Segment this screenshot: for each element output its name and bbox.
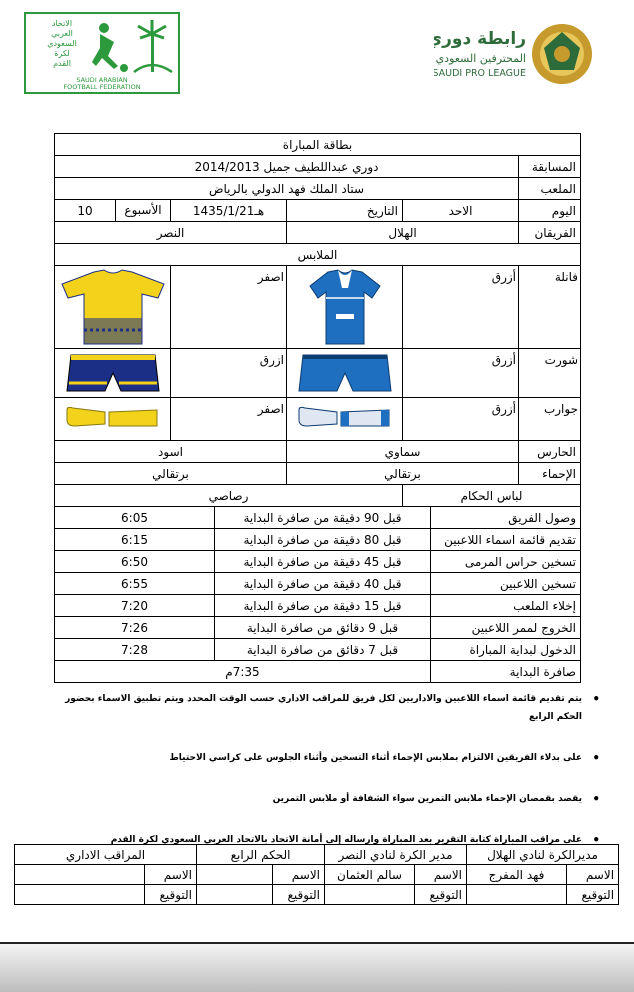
saff-logo (24, 12, 180, 94)
gk-away: اسود (55, 441, 287, 463)
nassr-shorts-image (55, 349, 171, 398)
signatures-table (14, 844, 619, 905)
saff-english-line-2: FOOTBALL FEDERATION (63, 83, 141, 91)
schedule-row (55, 551, 581, 573)
shirt-away-color: اصفر (171, 266, 287, 349)
schedule-row (55, 595, 581, 617)
card-title: بطاقة المباراة (55, 134, 581, 156)
date-label: التاريخ (287, 200, 403, 222)
kits-title: الملابس (55, 244, 581, 266)
referees-value: رصاصي (55, 485, 403, 507)
schedule-desc: قبل 7 دقائق من صافرة البداية (215, 639, 431, 661)
week-cell (55, 200, 171, 222)
hilal-shorts-icon (297, 353, 393, 393)
signatures-header-row (15, 845, 619, 865)
saff-arabic-line-5: القدم (53, 59, 71, 68)
socks-label: جوارب (519, 398, 581, 441)
name-label: الاسم (145, 865, 197, 885)
week-label: الأسبوع (115, 200, 170, 221)
kickoff-label: صافرة البداية (431, 661, 581, 683)
card-title-row (55, 134, 581, 156)
signature-field (325, 885, 415, 905)
nassr-socks-icon (65, 404, 161, 434)
hilal-shorts-image (287, 349, 403, 398)
signer-header: الحكم الرابع (197, 845, 325, 865)
signer-header: مديرالكرة لنادي الهلال (467, 845, 619, 865)
gk-label: الحارس (519, 441, 581, 463)
note-item: • على مراقب المباراة كتابة التقرير بعد المباراة وارساله إلى أمانة الاتحاد بالاتحاد العربي السعودي لكرة القدم (44, 831, 604, 849)
kickoff-value: 7:35م (55, 661, 431, 683)
schedule-row (55, 529, 581, 551)
schedule-event: الدخول لبداية المباراة (431, 639, 581, 661)
shirt-label: فانلة (519, 266, 581, 349)
palm-sword-icon (134, 20, 172, 72)
signature-label: التوقيع (415, 885, 467, 905)
team-away: النصر (55, 222, 287, 244)
hilal-socks-icon (297, 404, 393, 434)
schedule-time: 6:50 (55, 551, 215, 573)
schedule-event: تقديم قائمة اسماء اللاعبين (431, 529, 581, 551)
spl-arabic-line-1: رابطة دوري (434, 29, 526, 49)
saff-arabic-line-2: العربي (51, 29, 73, 38)
schedule-table (54, 506, 581, 683)
nassr-socks-image (55, 398, 171, 441)
schedule-desc: قبل 80 دقيقة من صافرة البداية (215, 529, 431, 551)
spl-logo (434, 18, 594, 90)
nassr-shirt-image (55, 266, 171, 349)
signature-label: التوقيع (567, 885, 619, 905)
kits-title-row (55, 244, 581, 266)
schedule-event: تسخين اللاعبين (431, 573, 581, 595)
signer-name: سالم العثمان (325, 865, 415, 885)
shorts-label: شورت (519, 349, 581, 398)
schedule-time: 6:15 (55, 529, 215, 551)
signature-label: التوقيع (145, 885, 197, 905)
spl-english: SAUDI PRO LEAGUE (434, 68, 526, 79)
warmup-label: الإحماء (519, 463, 581, 485)
footballer-icon (92, 23, 128, 72)
signature-field (197, 885, 273, 905)
schedule-desc: قبل 15 دقيقة من صافرة البداية (215, 595, 431, 617)
spl-emblem-icon (532, 24, 592, 84)
schedule-time: 7:28 (55, 639, 215, 661)
socks-away-color: اصفر (171, 398, 287, 441)
schedule-event: إخلاء الملعب (431, 595, 581, 617)
hilal-shirt-image (287, 266, 403, 349)
competition-row (55, 156, 581, 178)
teams-row (55, 222, 581, 244)
signer-header: المراقب الاداري (15, 845, 197, 865)
note-item: • على بدلاء الفريقين الالتزام بملابس الإحماء أثناء التسخين وأثناء الجلوس على كراسي الاحتياط (44, 749, 604, 767)
schedule-time: 6:55 (55, 573, 215, 595)
note-item: • يتم تقديم قائمة اسماء اللاعبين والاداريين لكل فريق للمراقب الاداري حسب الوقت المحدد ويتم تطبيق الاسماء بحضور الحكم الرابع (44, 690, 604, 726)
note-item: • يقصد بقمصان الإحماء ملابس التمرين سواء الشفافة أو ملابس التمرين (44, 790, 604, 808)
stadium-row (55, 178, 581, 200)
spl-arabic-line-2: المحترفين السعودي (435, 52, 526, 65)
goalkeeper-row (55, 441, 581, 463)
signature-field (467, 885, 567, 905)
schedule-time: 7:26 (55, 617, 215, 639)
shorts-away-color: ازرق (171, 349, 287, 398)
gk-home: سماوي (287, 441, 519, 463)
team-home: الهلال (287, 222, 519, 244)
saff-english-line-1: SAUDI ARABIAN (76, 76, 128, 84)
day-date-week-row (55, 200, 581, 222)
competition-value: دوري عبداللطيف جميل 2014/2013 (55, 156, 519, 178)
warmup-row (55, 463, 581, 485)
saff-arabic-line-1: الاتحاد (51, 19, 73, 28)
shorts-row (55, 349, 581, 398)
date-value: 1435/1/21هـ (171, 200, 287, 222)
schedule-row (55, 617, 581, 639)
stadium-value: ستاد الملك فهد الدولي بالرياض (55, 178, 519, 200)
nassr-shirt-icon (58, 268, 168, 346)
warmup-home: برتقالي (287, 463, 519, 485)
signatures-name-row (15, 865, 619, 885)
schedule-desc: قبل 45 دقيقة من صافرة البداية (215, 551, 431, 573)
nassr-shorts-icon (65, 353, 161, 393)
day-value: الاحد (403, 200, 519, 222)
schedule-row (55, 639, 581, 661)
signatures-sign-row (15, 885, 619, 905)
signature-field (15, 885, 145, 905)
referees-label: لباس الحكام (403, 485, 581, 507)
shirt-row (55, 266, 581, 349)
hilal-socks-image (287, 398, 403, 441)
schedule-row (55, 507, 581, 529)
socks-row (55, 398, 581, 441)
teams-label: الفريقان (519, 222, 581, 244)
name-label: الاسم (415, 865, 467, 885)
schedule-event: تسخين حراس المرمى (431, 551, 581, 573)
day-label: اليوم (519, 200, 581, 222)
week-value: 10 (77, 203, 93, 218)
saff-arabic-line-3: السعودي (47, 39, 77, 48)
bottom-bar (0, 942, 634, 992)
shirt-home-color: أزرق (403, 266, 519, 349)
signer-header: مدير الكرة لنادي النصر (325, 845, 467, 865)
schedule-event: الخروج لممر اللاعبين (431, 617, 581, 639)
schedule-desc: قبل 9 دقائق من صافرة البداية (215, 617, 431, 639)
signer-name: فهد المفرج (467, 865, 567, 885)
schedule-desc: قبل 90 دقيقة من صافرة البداية (215, 507, 431, 529)
saff-arabic-line-4: لكرة (54, 49, 70, 58)
schedule-time: 7:20 (55, 595, 215, 617)
signer-name (197, 865, 273, 885)
name-label: الاسم (567, 865, 619, 885)
schedule-event: وصول الفريق (431, 507, 581, 529)
schedule-time: 6:05 (55, 507, 215, 529)
schedule-row (55, 573, 581, 595)
warmup-away: برتقالي (55, 463, 287, 485)
competition-label: المسابقة (519, 156, 581, 178)
match-card-table (54, 133, 581, 507)
socks-home-color: أزرق (403, 398, 519, 441)
hilal-shirt-icon (308, 268, 382, 346)
kickoff-row (55, 661, 581, 683)
referees-row (55, 485, 581, 507)
shorts-home-color: أزرق (403, 349, 519, 398)
name-label: الاسم (273, 865, 325, 885)
schedule-desc: قبل 40 دقيقة من صافرة البداية (215, 573, 431, 595)
stadium-label: الملعب (519, 178, 581, 200)
signature-label: التوقيع (273, 885, 325, 905)
signer-name (15, 865, 145, 885)
